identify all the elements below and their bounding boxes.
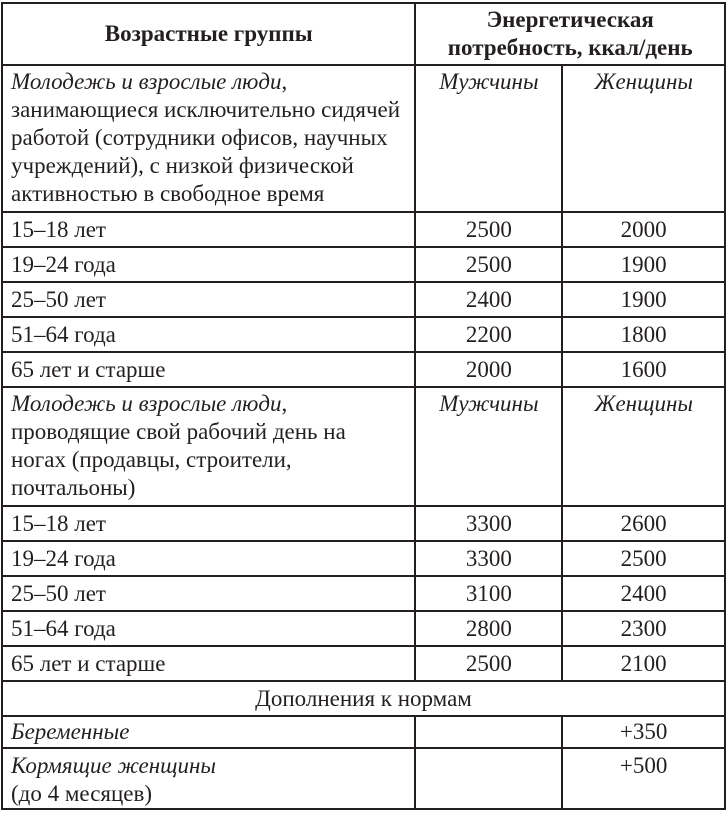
header-energy-need: Энергетическая потребность, ккал/день bbox=[415, 3, 725, 65]
section-2-header-row bbox=[2, 387, 725, 506]
table-row bbox=[2, 352, 725, 387]
energy-requirements-table bbox=[1, 2, 726, 810]
section-2-description-italic: Молодежь и взрослые люди bbox=[11, 391, 282, 416]
table-row bbox=[2, 576, 725, 611]
men-value bbox=[415, 748, 562, 809]
women-value: 2300 bbox=[562, 611, 725, 646]
men-value: 3300 bbox=[415, 541, 562, 576]
women-value: 2000 bbox=[562, 212, 725, 247]
section-1-header-row bbox=[2, 65, 725, 212]
section-2-women-label: Женщины bbox=[562, 387, 725, 506]
addition-label-italic: Кормящие женщины bbox=[11, 753, 217, 778]
table-row bbox=[2, 247, 725, 282]
table-row bbox=[2, 212, 725, 247]
table-row bbox=[2, 716, 725, 748]
section-1-description-rest: , занимающиеся исключительно сидячей работой (сотрудники офисов, научных учреждений), с низкой физической активностью в свободное время bbox=[11, 69, 401, 206]
women-value: 2500 bbox=[562, 541, 725, 576]
addition-label bbox=[2, 748, 415, 809]
table-row bbox=[2, 317, 725, 352]
women-value: 1900 bbox=[562, 247, 725, 282]
table-row bbox=[2, 506, 725, 541]
section-2-description-rest: , проводящие свой рабочий день на ногах (продавцы, строители, почтальоны) bbox=[11, 391, 346, 500]
addition-label bbox=[2, 716, 415, 748]
additions-title: Дополнения к нормам bbox=[2, 681, 725, 716]
age-cell: 65 лет и старше bbox=[2, 646, 415, 681]
men-value: 2200 bbox=[415, 317, 562, 352]
age-cell: 25–50 лет bbox=[2, 576, 415, 611]
men-value: 2000 bbox=[415, 352, 562, 387]
table-row bbox=[2, 282, 725, 317]
men-value: 3100 bbox=[415, 576, 562, 611]
age-cell: 65 лет и старше bbox=[2, 352, 415, 387]
men-value: 2800 bbox=[415, 611, 562, 646]
section-1-description-italic: Молодежь и взрослые люди bbox=[11, 69, 282, 94]
women-value: 2600 bbox=[562, 506, 725, 541]
women-value: 1800 bbox=[562, 317, 725, 352]
section-1-women-label: Женщины bbox=[562, 65, 725, 212]
age-cell: 19–24 года bbox=[2, 247, 415, 282]
women-value: 2400 bbox=[562, 576, 725, 611]
section-1-men-label: Мужчины bbox=[415, 65, 562, 212]
women-value: +350 bbox=[562, 716, 725, 748]
men-value: 2500 bbox=[415, 646, 562, 681]
addition-label-italic: Беременные bbox=[11, 719, 130, 744]
women-value: 1900 bbox=[562, 282, 725, 317]
age-cell: 15–18 лет bbox=[2, 506, 415, 541]
section-2-description bbox=[2, 387, 415, 506]
men-value: 2500 bbox=[415, 247, 562, 282]
table-row bbox=[2, 748, 725, 809]
header-age-groups: Возрастные группы bbox=[2, 3, 415, 65]
age-cell: 19–24 года bbox=[2, 541, 415, 576]
table-row bbox=[2, 646, 725, 681]
men-value: 2400 bbox=[415, 282, 562, 317]
women-value: 1600 bbox=[562, 352, 725, 387]
men-value: 3300 bbox=[415, 506, 562, 541]
table-row bbox=[2, 611, 725, 646]
additions-title-row bbox=[2, 681, 725, 716]
age-cell: 51–64 года bbox=[2, 317, 415, 352]
men-value: 2500 bbox=[415, 212, 562, 247]
section-1-description bbox=[2, 65, 415, 212]
age-cell: 25–50 лет bbox=[2, 282, 415, 317]
table-row bbox=[2, 541, 725, 576]
age-cell: 51–64 года bbox=[2, 611, 415, 646]
age-cell: 15–18 лет bbox=[2, 212, 415, 247]
men-value bbox=[415, 716, 562, 748]
addition-label-rest: (до 4 месяцев) bbox=[11, 781, 153, 806]
section-2-men-label: Мужчины bbox=[415, 387, 562, 506]
women-value: 2100 bbox=[562, 646, 725, 681]
women-value: +500 bbox=[562, 748, 725, 809]
header-row bbox=[2, 3, 725, 65]
